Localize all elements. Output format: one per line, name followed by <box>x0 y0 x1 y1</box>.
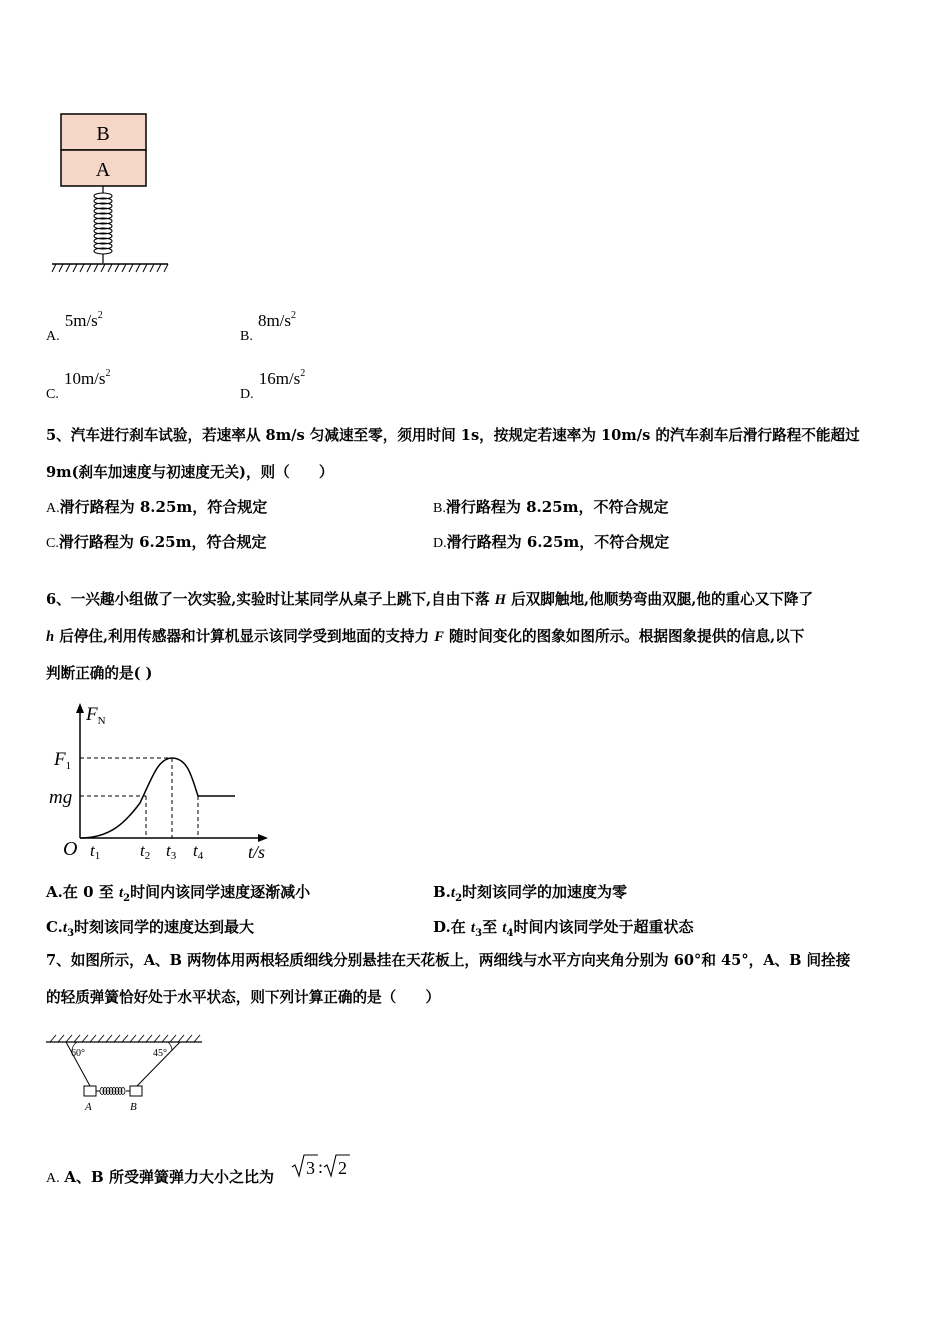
angle-60-label: 60° <box>71 1048 85 1059</box>
option-letter: A. <box>46 329 60 344</box>
sqrt-ratio <box>290 1152 354 1186</box>
y-axis-label: $F_N$ <box>86 704 106 727</box>
q6-stem-line2: h 后停住,利用传感器和计算机显示该同学受到地面的支持力 F 随时间变化的图象如图所示。根据图象提供的信息,以下 <box>46 628 805 645</box>
q5-stem-line1: 5、汽车进行刹车试验，若速率从 8m/s 匀减速至零，须用时间 1s，按规定若速率为 10m/s 的汽车刹车后滑行路程不能超过 <box>46 427 860 444</box>
block-b-label: B <box>96 123 110 145</box>
ratio-right: 2 <box>338 1158 347 1178</box>
option-letter: D. <box>240 387 254 402</box>
f1-label: $F_1$ <box>54 749 72 772</box>
q6-option-b[interactable]: $B.t_2$时刻该同学的加速度为零 <box>433 883 628 904</box>
block-a-label: A <box>85 1101 92 1113</box>
q5-option-d[interactable]: D.滑行路程为 6.25m，不符合规定 <box>433 533 670 551</box>
q4-option-a[interactable] <box>46 310 103 344</box>
option-value: $5m/s^2$ <box>64 310 103 330</box>
force-time-graph <box>40 698 280 868</box>
t1-label: t1 <box>90 841 101 862</box>
q4-option-d[interactable] <box>240 368 306 402</box>
block-spring-figure <box>40 100 190 280</box>
q5-option-b[interactable]: B.滑行路程为 8.25m，不符合规定 <box>433 498 669 516</box>
block-b-label: B <box>130 1101 137 1113</box>
option-letter: C. <box>46 387 59 402</box>
angle-45-label: 45° <box>153 1048 167 1059</box>
q6-option-d[interactable]: D.在 $t_3$至 $t_4$时间内该同学处于超重状态 <box>433 918 694 939</box>
q5-option-a[interactable]: A.滑行路程为 8.25m，符合规定 <box>46 498 268 516</box>
mg-label: mg <box>49 787 73 808</box>
option-value: $10m/s^2$ <box>63 368 111 388</box>
q4-option-c[interactable] <box>46 368 111 402</box>
q7-stem-line2: 的轻质弹簧恰好处于水平状态，则下列计算正确的是（ ） <box>46 989 441 1006</box>
hanging-spring-figure <box>40 1030 210 1120</box>
q7-option-a[interactable]: A. A、B 所受弹簧弹力大小之比为 <box>46 1168 274 1186</box>
q4-option-b[interactable] <box>240 310 296 344</box>
block-a-label: A <box>95 159 111 181</box>
t3-label: t3 <box>166 841 177 862</box>
option-value: $8m/s^2$ <box>257 310 296 330</box>
ratio-left: 3 <box>306 1158 315 1178</box>
q6-option-c[interactable]: $C.t_3$时刻该同学的速度达到最大 <box>46 918 255 939</box>
origin-label: O <box>63 838 78 860</box>
option-letter: B. <box>240 329 253 344</box>
t4-label: t4 <box>193 841 204 862</box>
option-value: $16m/s^2$ <box>258 368 306 388</box>
q6-stem-line1: 6、一兴趣小组做了一次实验,实验时让某同学从桌子上跳下,自由下落 H 后双脚触地,他顺势弯曲双腿,他的重心又下降了 <box>46 591 814 608</box>
ratio-sep: : <box>318 1157 324 1177</box>
t2-label: t2 <box>140 841 151 862</box>
q6-option-a[interactable]: A.在 0 至 $t_2$时间内该同学速度逐渐减小 <box>46 883 311 904</box>
q5-option-c[interactable]: C.滑行路程为 6.25m，符合规定 <box>46 533 267 551</box>
q7-stem-line1: 7、如图所示，A、B 两物体用两根轻质细线分别悬挂在天花板上，两细线与水平方向夹角分别为 60°和 45°，A、B 间拴接 <box>46 952 851 969</box>
x-axis-label: t/s <box>248 842 266 862</box>
q5-stem-line2: 9m(刹车加速度与初速度无关)，则（ ） <box>46 464 334 481</box>
q6-stem-line3: 判断正确的是( ) <box>46 665 153 682</box>
